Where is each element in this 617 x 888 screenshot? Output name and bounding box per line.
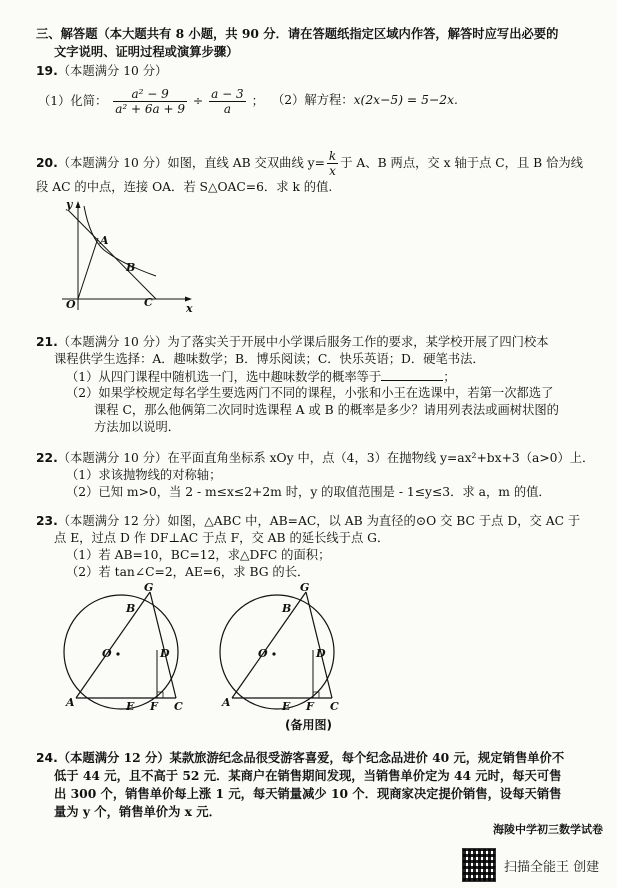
semicolon: ； bbox=[251, 94, 264, 108]
fig23-label-a: A bbox=[66, 696, 75, 709]
fig23s-label-d: D bbox=[316, 647, 326, 660]
q23-text-1: （本题满分 12 分）如图，△ABC 中，AB=AC，以 AB 为直径的⊙O 交 BC 于点 D，交 AC 于 bbox=[57, 514, 581, 528]
q19-number: 19. bbox=[36, 64, 58, 78]
q22-line-3: （2）已知 m>0，当 2 - m≤x≤2+2m 时，y 的取值范围是 - 1≤y≤3．求 a，m 的值． bbox=[66, 485, 551, 499]
fig23-label-e: E bbox=[126, 700, 135, 712]
y-axis-arrow bbox=[76, 201, 81, 208]
fig23-label-g: G bbox=[144, 582, 154, 594]
q21-text-1: （本题满分 10 分）为了落实关于开展中小学课后服务工作的要求，某学校开展了四门校本 bbox=[57, 335, 549, 349]
section-desc-2: 文字说明、证明过程或演算步骤） bbox=[54, 44, 239, 59]
q20-text-1a: （本题满分 10 分）如图，直线 AB 交双曲线 y= bbox=[57, 156, 325, 170]
q21-line-3 bbox=[66, 369, 456, 385]
q22-line-2: （1）求该抛物线的对称轴； bbox=[66, 468, 222, 482]
x-axis-arrow bbox=[185, 297, 192, 302]
q19-fraction-2: $\frac{a - 3}{a}$ bbox=[211, 87, 244, 116]
segment-ag bbox=[76, 592, 150, 698]
q20-k-fraction: $\frac{k}{x}$ bbox=[328, 149, 337, 178]
q23-line-4: （2）若 tan∠C=2，AE=6，求 BG 的长． bbox=[66, 565, 310, 579]
fig20-label-a: A bbox=[100, 234, 109, 247]
watermark-text: 扫描全能王 创建 bbox=[504, 859, 600, 875]
q21-line-2: 课程供学生选择：A．趣味数学；B．博乐阅读；C．快乐英语；D．硬笔书法． bbox=[54, 352, 485, 366]
q20-figure bbox=[56, 198, 196, 316]
q21-line-1 bbox=[36, 335, 549, 350]
fig23s-label-f: F bbox=[306, 700, 314, 712]
section-title: 三、解答题 bbox=[36, 27, 98, 41]
q20-text-1b: 于 A、B 两点，交 x 轴于点 C，且 B 恰为线 bbox=[340, 156, 584, 170]
fig23s-label-b: B bbox=[282, 602, 292, 615]
q21-line-4: （2）如果学校规定每名学生要选两门不同的课程，小张和小王在选课中，若第一次都选了 bbox=[66, 386, 554, 400]
q19-part2-label: （2）解方程： bbox=[272, 93, 354, 107]
q20-number: 20. bbox=[36, 156, 58, 170]
q19-score: （本题满分 10 分） bbox=[57, 64, 168, 78]
q24-line-4: 量为 y 个，销售单价为 x 元． bbox=[54, 804, 221, 819]
q24-line-1 bbox=[36, 750, 564, 766]
q19-part2 bbox=[272, 93, 458, 108]
fig20-label-y: y bbox=[66, 198, 73, 211]
q19-fraction-1: $\frac{\text{a² − 9}}{\text{a² + 6a + 9}}$ bbox=[115, 87, 185, 116]
fig23s-label-e: E bbox=[282, 700, 291, 712]
fig23-label-o: O bbox=[102, 647, 112, 660]
section-desc-1: （本大题共有 8 小题，共 90 分．请在答题纸指定区域内作答，解答时应写出必要的 bbox=[97, 26, 559, 41]
segment-gc-spare bbox=[306, 592, 332, 698]
q23-figure-spare bbox=[212, 582, 362, 712]
fig20-label-b: B bbox=[126, 261, 136, 274]
q22-text-1: （本题满分 10 分）在平面直角坐标系 xOy 中，点（4，3）在抛物线 y=ax²+bx+3（a>0）上． bbox=[57, 451, 595, 465]
q21-line-5: 课程 C，那么他俩第二次同时选课程 A 或 B 的概率是多少？请用列表法或画树状图的 bbox=[94, 403, 559, 417]
fig23-label-c: C bbox=[174, 700, 183, 712]
q21-line-6: 方法加以说明． bbox=[94, 420, 181, 434]
q23-line-3: （1）若 AB=10，BC=12，求△DFC 的面积； bbox=[66, 548, 331, 562]
q21-text-3: （1）从四门课程中随机选一门，选中趣味数学的概率等于 bbox=[66, 370, 382, 384]
fig23-label-d: D bbox=[160, 647, 170, 660]
fig20-label-x: x bbox=[186, 302, 193, 315]
fig23-label-b: B bbox=[126, 602, 136, 615]
scanner-watermark bbox=[462, 848, 599, 882]
q19-header bbox=[36, 64, 167, 79]
center-point-spare bbox=[272, 652, 275, 655]
q24-text-1: （本题满分 12 分）某款旅游纪念品很受游客喜爱，每个纪念品进价 40 元，规定销售单价不 bbox=[57, 750, 565, 765]
q19-equation: x(2x−5) = 5−2x. bbox=[353, 93, 458, 107]
hyperbola-curve bbox=[84, 206, 156, 276]
section-header bbox=[36, 26, 558, 42]
footer-school-name: 海陵中学初三数学试卷 bbox=[493, 823, 603, 836]
divide-sign: ÷ bbox=[192, 94, 204, 108]
line-ab bbox=[68, 210, 156, 299]
fig23s-label-c: C bbox=[330, 700, 339, 712]
segment-ag-spare bbox=[232, 592, 306, 698]
fig23-label-f: F bbox=[150, 700, 158, 712]
center-point bbox=[116, 652, 119, 655]
q23-figure-main bbox=[56, 582, 206, 712]
segment-gc bbox=[150, 592, 176, 698]
answer-blank bbox=[381, 369, 443, 381]
q22-number: 22. bbox=[36, 451, 58, 465]
q24-line-3: 出 300 个，销售单价每上涨 1 元，每天销量减少 10 个．现商家决定提价销售，设每天销售 bbox=[54, 786, 562, 801]
q23-number: 23. bbox=[36, 514, 58, 528]
spare-figure-caption: (备用图) bbox=[285, 718, 332, 732]
q19-part1-label: （1）化简： bbox=[38, 94, 108, 108]
q20-line-2: 段 AC 的中点，连接 OA．若 S△OAC=6．求 k 的值. bbox=[36, 180, 333, 194]
q24-line-2: 低于 44 元，且不高于 52 元．某商户在销售期间发现，当销售单价定为 44 元时，每天可售 bbox=[54, 768, 562, 783]
q21-text-3-end: ； bbox=[443, 370, 456, 384]
fig23s-label-o: O bbox=[258, 647, 268, 660]
q21-number: 21. bbox=[36, 335, 58, 349]
q24-number: 24. bbox=[36, 751, 58, 765]
fig20-label-c: C bbox=[144, 296, 153, 309]
fig23s-label-a: A bbox=[222, 696, 231, 709]
q23-line-1 bbox=[36, 514, 580, 529]
q19-part1 bbox=[38, 86, 264, 116]
q20-line-1 bbox=[36, 148, 583, 178]
segment-oa bbox=[78, 238, 98, 299]
fig20-label-o: O bbox=[66, 298, 76, 311]
qr-code-icon bbox=[462, 848, 496, 882]
fig23s-label-g: G bbox=[300, 582, 310, 594]
q23-line-2: 点 E，过点 D 作 DF⊥AC 于点 F，交 AB 的延长线于点 G． bbox=[54, 531, 390, 545]
q22-line-1 bbox=[36, 451, 594, 466]
